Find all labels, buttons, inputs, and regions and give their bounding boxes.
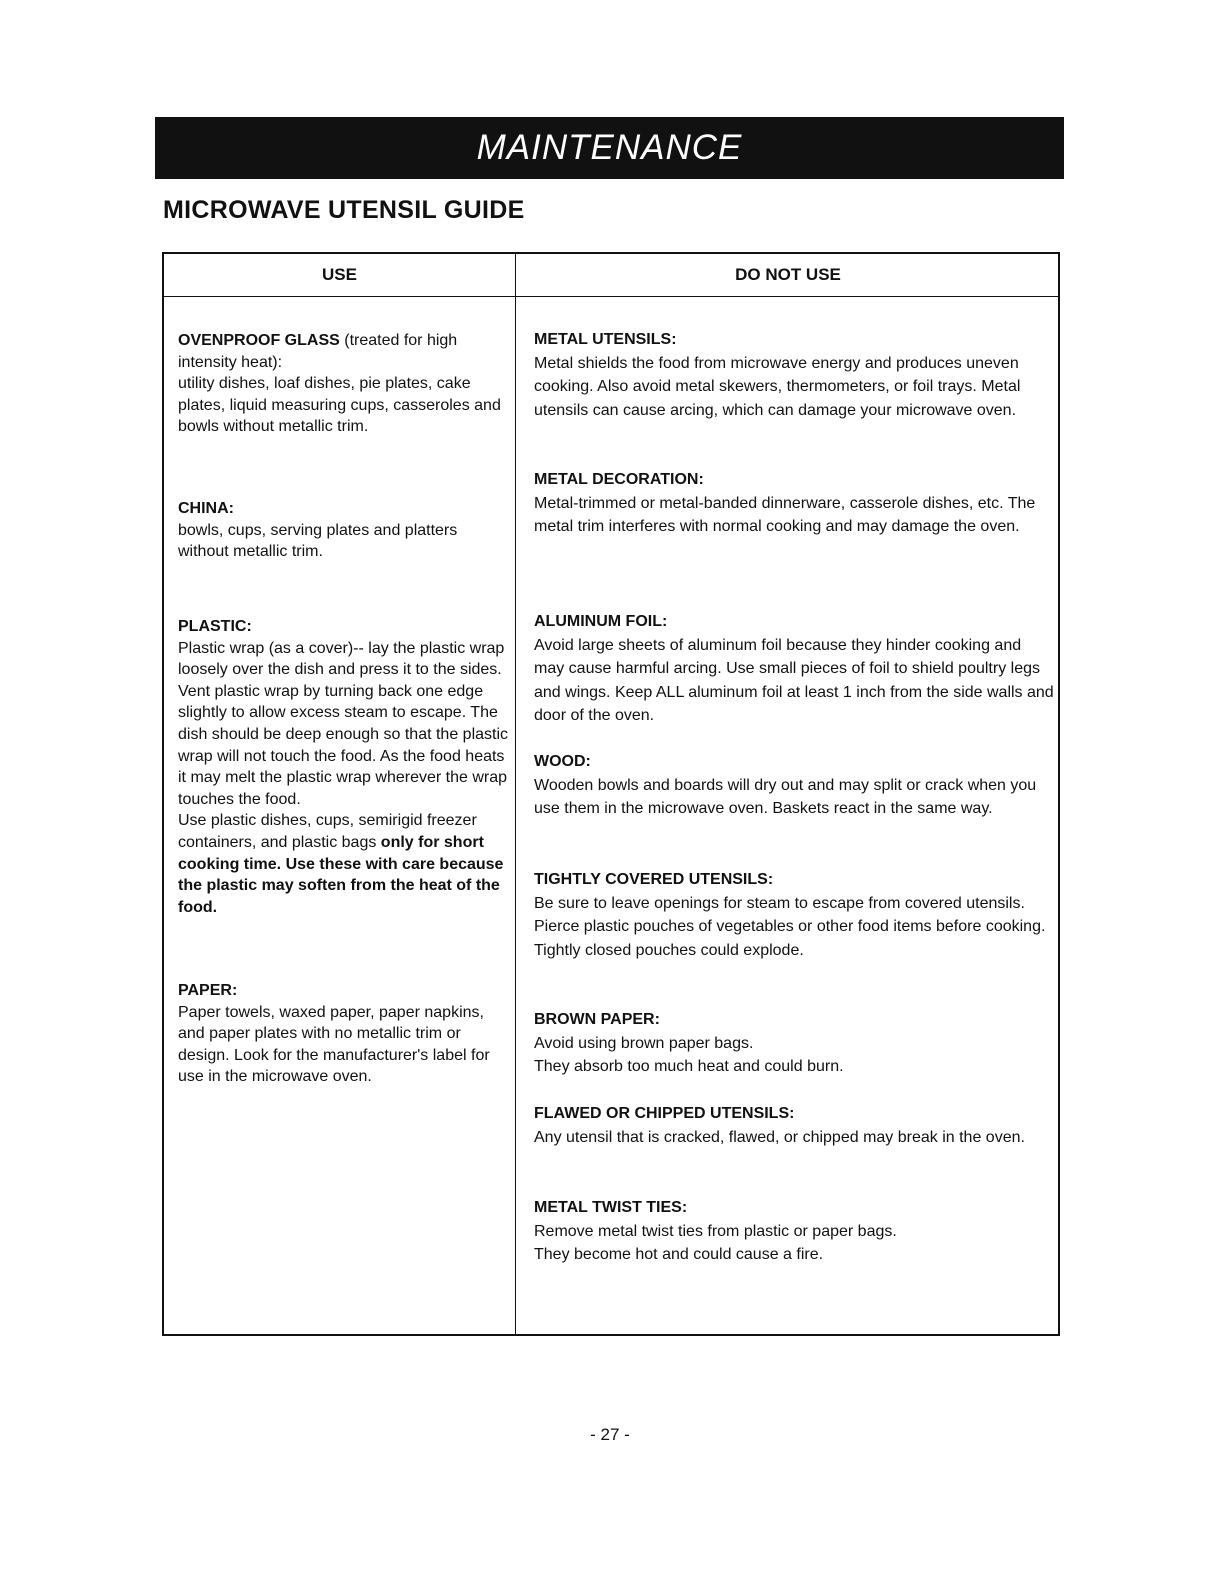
entry-warning: only for short cooking time. Use these with care because the plastic may soften from the heat of the food. — [178, 833, 504, 916]
entry-heading — [178, 330, 510, 373]
entry-title: ALUMINUM FOIL: — [534, 613, 668, 630]
entry-body: utility dishes, loaf dishes, pie plates, cake plates, liquid measuring cups, casseroles and bowls without metallic trim. — [178, 375, 501, 436]
entry-body — [178, 810, 510, 918]
entry-metal-utensils — [534, 328, 1054, 422]
entry-title: OVENPROOF GLASS — [178, 332, 340, 349]
use-column — [178, 296, 510, 1334]
entry-body: Avoid large sheets of aluminum foil because they hinder cooking and may cause harmful arcing. Use small pieces of foil to shield poultry legs and wings. Keep ALL aluminum foil at least 1 inch from the side walls and door of the oven. — [534, 636, 1054, 724]
section-banner: MAINTENANCE — [155, 117, 1064, 179]
entry-title: FLAWED OR CHIPPED UTENSILS: — [534, 1105, 795, 1122]
entry-title: METAL UTENSILS: — [534, 331, 677, 348]
entry-title-suffix: (treated for high intensity heat): — [178, 332, 458, 371]
entry-tightly-covered-utensils — [534, 868, 1054, 962]
entry-title: TIGHTLY COVERED UTENSILS: — [534, 871, 774, 888]
page-number: - 27 - — [590, 1425, 630, 1444]
entry-aluminum-foil — [534, 610, 1054, 728]
entry-ovenproof-glass — [178, 330, 510, 438]
utensil-guide-table — [162, 252, 1060, 1336]
column-header-use: USE — [322, 265, 357, 284]
entry-body: Wooden bowls and boards will dry out and may split or crack when you use them in the microwave oven. Baskets react in the same way. — [534, 776, 1037, 817]
entry-body: Metal-trimmed or metal-banded dinnerware, casserole dishes, etc. The metal trim interferes with normal cooking and may damage the oven. — [534, 494, 1036, 535]
entry-title: PLASTIC: — [178, 618, 252, 635]
entry-body: They become hot and could cause a fire. — [534, 1246, 824, 1263]
entry-brown-paper — [534, 1008, 1054, 1079]
entry-title: METAL DECORATION: — [534, 471, 704, 488]
entry-text: Use plastic dishes, cups, semirigid freezer containers, and plastic bags — [178, 812, 477, 851]
entry-metal-twist-ties — [534, 1196, 1054, 1267]
entry-body: Paper towels, waxed paper, paper napkins, and paper plates with no metallic trim or design. Look for the manufacturer's label for use in the microwave oven. — [178, 1003, 490, 1086]
entry-body: Avoid using brown paper bags. — [534, 1034, 754, 1052]
entry-title: WOOD: — [534, 753, 591, 770]
entry-body: They absorb too much heat and could burn. — [534, 1058, 844, 1075]
entry-body: Any utensil that is cracked, flawed, or chipped may break in the oven. — [534, 1128, 1025, 1146]
entry-body: Vent plastic wrap by turning back one edge slightly to allow excess steam to escape. The dish should be deep enough so that the plastic wrap will not touch the food. As the food heats it may melt the plastic wrap wherever the wrap touches the food. — [178, 682, 509, 808]
entry-title: CHINA: — [178, 500, 234, 517]
entry-china — [178, 498, 510, 563]
do-not-use-column — [534, 296, 1054, 1334]
entry-body: Plastic wrap (as a cover)-- lay the plastic wrap loosely over the dish and press it to the sides. — [178, 639, 505, 679]
entry-body: Be sure to leave openings for steam to escape from covered utensils. Pierce plastic pouches of vegetables or other food items before cooking. Tightly closed pouches could explode. — [534, 894, 1046, 959]
page-title: MICROWAVE UTENSIL GUIDE — [163, 196, 525, 224]
entry-metal-decoration — [534, 468, 1054, 539]
entry-title: BROWN PAPER: — [534, 1011, 660, 1028]
entry-title: METAL TWIST TIES: — [534, 1199, 688, 1216]
entry-body: Remove metal twist ties from plastic or paper bags. — [534, 1222, 897, 1240]
entry-body: bowls, cups, serving plates and platters without metallic trim. — [178, 521, 458, 561]
entry-title: PAPER: — [178, 982, 238, 999]
entry-body: Metal shields the food from microwave energy and produces uneven cooking. Also avoid metal skewers, thermometers, or foil trays. Metal utensils can cause arcing, which can damage your microwave oven. — [534, 354, 1021, 419]
entry-wood — [534, 750, 1054, 821]
column-header-do-not-use: DO NOT USE — [735, 265, 841, 284]
entry-flawed-utensils — [534, 1102, 1054, 1149]
entry-plastic — [178, 616, 510, 918]
column-divider — [515, 254, 516, 1334]
entry-paper — [178, 980, 510, 1088]
